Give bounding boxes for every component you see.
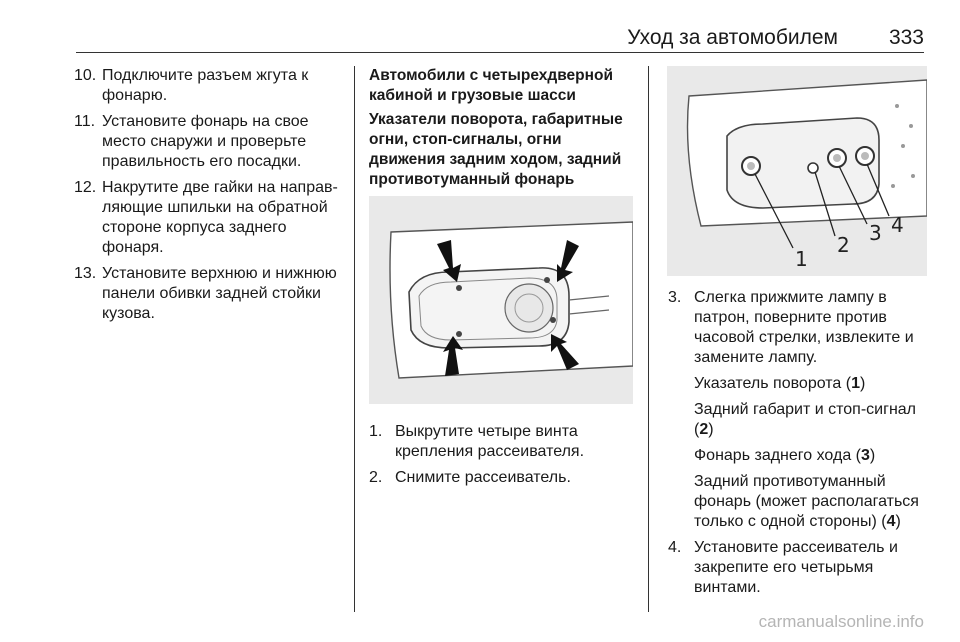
step-number: 2. [369,469,383,486]
step-number: 1. [369,423,383,440]
step-number: 13. [74,265,97,282]
steps-list-2 [369,422,633,488]
callout-4: 4 [891,213,904,237]
list-item [369,422,633,462]
step-text: Слегка прижмите лампу в патрон, поверните против часовой стрелки, извлеките и замените лампу. [694,289,914,366]
steps-list-3 [668,288,928,368]
steps-list-4 [668,538,928,598]
column-divider-left [354,66,355,612]
bulb-item: Задний противотуманный фонарь (может располагаться только с одной стороны) (4) [694,473,919,530]
steps-list-1 [76,66,350,324]
bulb-holder-illustration [667,66,927,276]
callout-1: 1 [795,247,808,271]
step-text: Установите фонарь на свое место снаружи и проверьте правильность его посадки. [102,113,309,170]
bulb-ref: 2 [699,421,709,438]
column-2 [369,66,633,494]
bulb-item: Фонарь заднего хода (3) [694,447,876,464]
bulb-item: Указатель поворота (1) [694,375,866,392]
header-title: Уход за автомобилем [627,26,838,49]
step-number: 4. [668,539,682,556]
step-text: Выкрутите четыре винта крепления рассеивателя. [395,423,585,460]
step-text: Снимите рассеиватель. [395,469,571,486]
lens-screws-illustration [369,196,633,404]
step-text: Подключите разъем жгута к фонарю. [102,67,309,104]
list-item [76,178,350,258]
list-item [369,468,633,488]
bulb-ref: 3 [860,447,870,464]
step-number: 11. [74,113,96,130]
step-number: 3. [668,289,682,306]
callout-2: 2 [837,233,850,257]
bulb-item: Задний габарит и стоп-сигнал (2) [694,401,917,438]
bulb-ref: 1 [851,375,860,392]
list-item [76,66,350,106]
callout-3: 3 [869,221,882,245]
list-item [668,538,928,598]
section-subheading: Указатели поворота, габаритные огни, стоп-сигналы, огни движения задним ходом, задний противотуманный фонарь [369,111,623,188]
column-divider-right [648,66,649,612]
step-number: 12. [74,179,97,196]
step-text: Накрутите две гайки на направляющие шпильки на обратной стороне корпуса заднего фонаря. [102,179,338,256]
list-item [76,112,350,172]
list-item [668,288,928,368]
watermark: carmanualsonline.info [758,612,924,631]
step-text: Установите рассеиватель и закрепите его четырьмя винтами. [694,539,898,596]
step-text: Установите верхнюю и нижнюю панели обивки задней стойки кузова. [102,265,337,322]
section-heading: Автомобили с четырехдверной кабиной и грузовые шасси [369,67,613,104]
page-number: 333 [888,26,924,49]
page-header [76,26,924,53]
step-number: 10. [74,67,97,84]
column-3 [668,66,928,604]
bulb-ref: 4 [886,513,896,530]
column-1 [76,66,350,330]
list-item [76,264,350,324]
